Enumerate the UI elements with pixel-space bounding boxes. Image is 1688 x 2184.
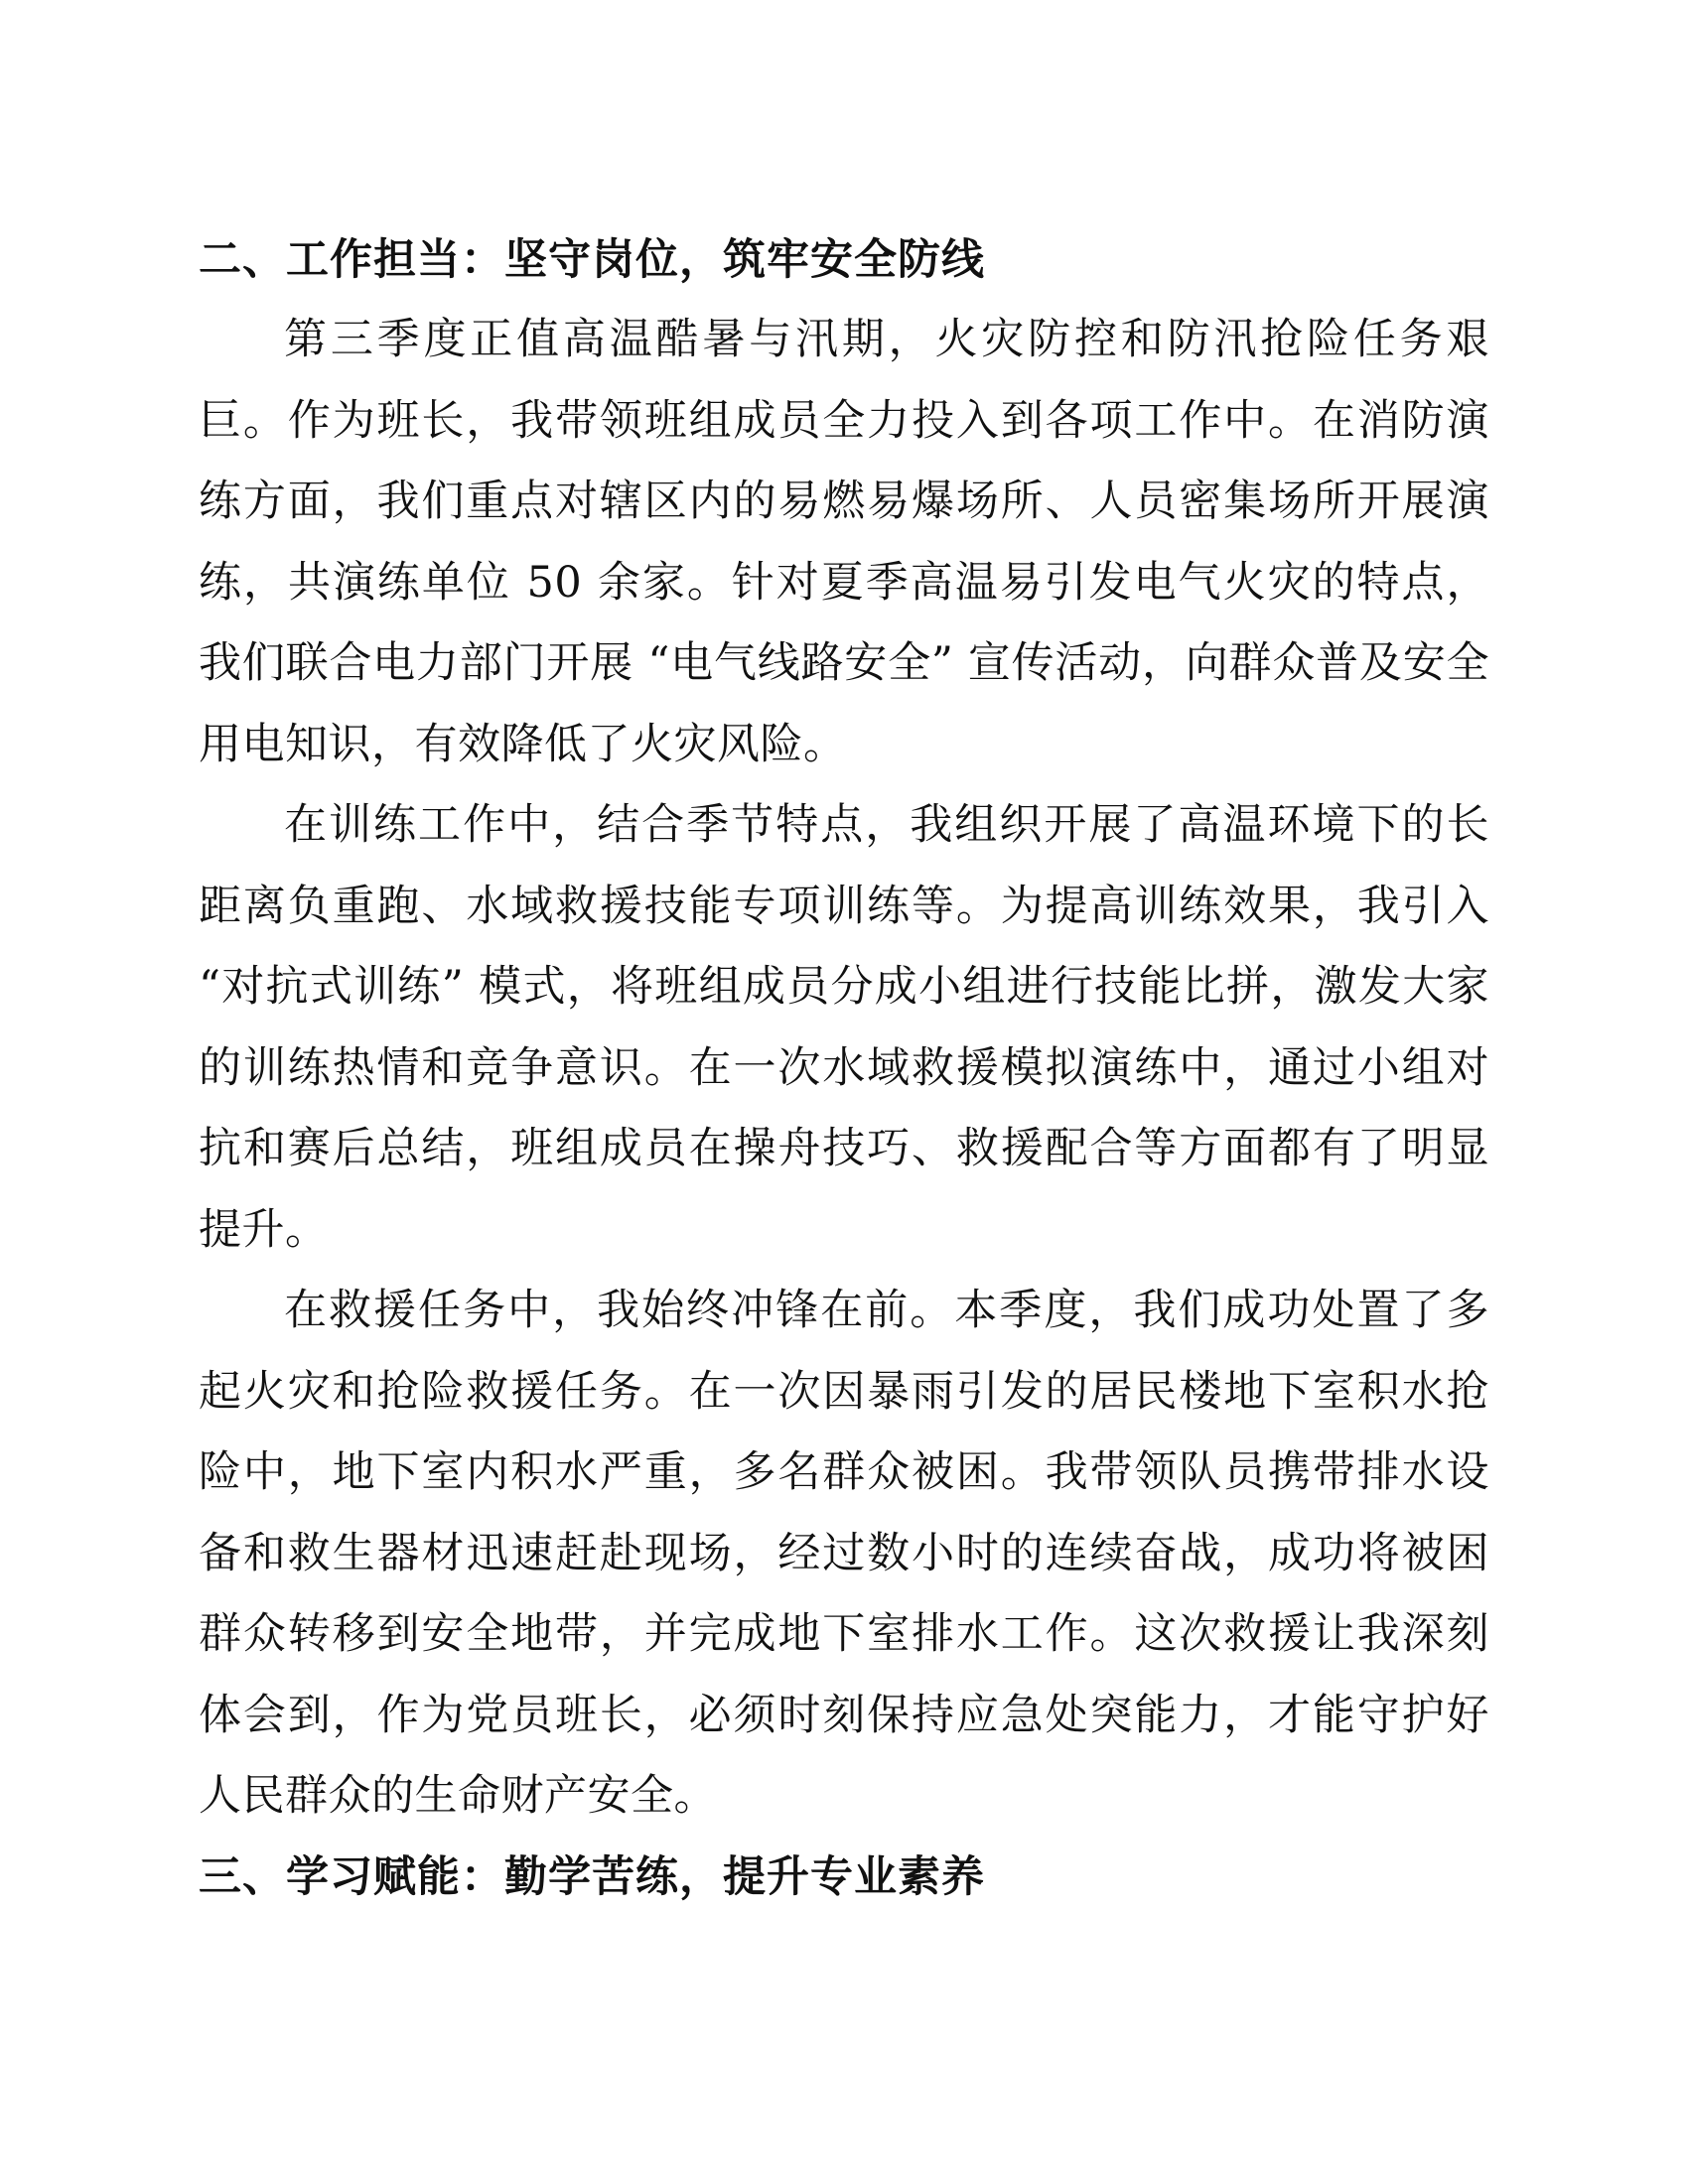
paragraph-rescue: 在救援任务中，我始终冲锋在前。本季度，我们成功处置了多起火灾和抢险救援任务。在一次因暴雨引发的居民楼地下室积水抢险中，地下室内积水严重，多名群众被困。我带领队员携带排水设备和救生器材迅速赶赴现场，经过数小时的连续奋战，成功将被困群众转移到安全地带，并完成地下室排水工作。这次救援让我深刻体会到，作为党员班长，必须时刻保持应急处突能力，才能守护好人民群众的生命财产安全。 [199,1286,1489,1821]
paragraph-fire-prevention: 第三季度正值高温酷暑与汛期，火灾防控和防汛抢险任务艰巨。作为班长，我带领班组成员全力投入到各项工作中。在消防演练方面，我们重点对辖区内的易燃易爆场所、人员密集场所开展演练，共演练单位 50 余家。针对夏季高温易引发电气火灾的特点，我们联合电力部门开展 “电气线路安全” 宣传活动，向群众普及安全用电知识，有效降低了火灾风险。 [199,315,1489,769]
section-3-heading: 三、学习赋能：勤学苦练，提升专业素养 [199,1851,985,1902]
paragraph-training: 在训练工作中，结合季节特点，我组织开展了高温环境下的长距离负重跑、水域救援技能专项训练等。为提高训练效果，我引入 “对抗式训练” 模式，将班组成员分成小组进行技能比拼，激发大家的训练热情和竞争意识。在一次水域救援模拟演练中，通过小组对抗和赛后总结，班组成员在操舟技巧、救援配合等方面都有了明显提升。 [199,800,1489,1255]
document-body [199,220,1489,1917]
section-2-heading: 二、工作担当：坚守岗位，筑牢安全防线 [199,235,985,285]
